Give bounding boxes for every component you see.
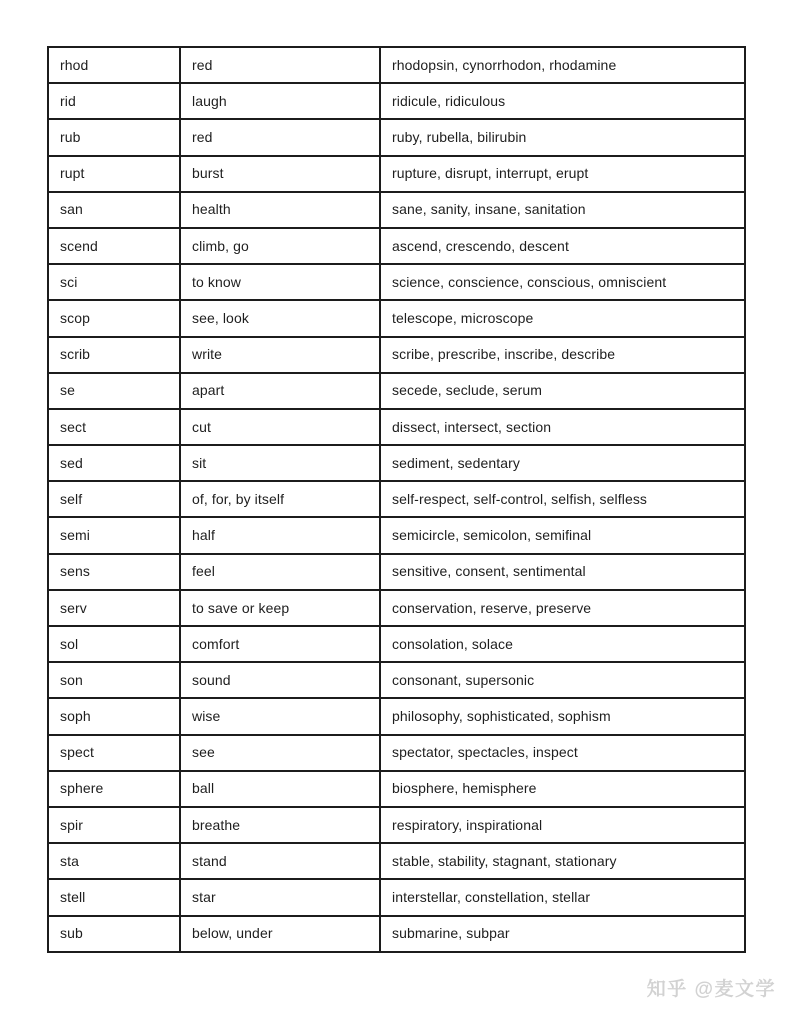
root-cell: sed <box>48 445 180 481</box>
table-row <box>48 83 745 119</box>
examples-cell: rhodopsin, cynorrhodon, rhodamine <box>380 47 745 83</box>
root-cell: rhod <box>48 47 180 83</box>
meaning-cell: health <box>180 192 380 228</box>
table-row <box>48 481 745 517</box>
root-cell: sci <box>48 264 180 300</box>
meaning-cell: to save or keep <box>180 590 380 626</box>
meaning-cell: of, for, by itself <box>180 481 380 517</box>
table-row <box>48 409 745 445</box>
root-cell: stell <box>48 879 180 915</box>
root-cell: scrib <box>48 337 180 373</box>
table-row <box>48 554 745 590</box>
examples-cell: scribe, prescribe, inscribe, describe <box>380 337 745 373</box>
table-row <box>48 626 745 662</box>
examples-cell: telescope, microscope <box>380 300 745 336</box>
root-cell: self <box>48 481 180 517</box>
meaning-cell: wise <box>180 698 380 734</box>
meaning-cell: cut <box>180 409 380 445</box>
examples-cell: conservation, reserve, preserve <box>380 590 745 626</box>
meaning-cell: half <box>180 517 380 553</box>
meaning-cell: to know <box>180 264 380 300</box>
meaning-cell: see <box>180 735 380 771</box>
table-row <box>48 156 745 192</box>
examples-cell: sensitive, consent, sentimental <box>380 554 745 590</box>
meaning-cell: laugh <box>180 83 380 119</box>
table-row <box>48 735 745 771</box>
table-row <box>48 879 745 915</box>
examples-cell: submarine, subpar <box>380 916 745 953</box>
root-cell: scend <box>48 228 180 264</box>
table-row <box>48 264 745 300</box>
examples-cell: rupture, disrupt, interrupt, erupt <box>380 156 745 192</box>
root-cell: san <box>48 192 180 228</box>
root-cell: sub <box>48 916 180 953</box>
root-cell: rub <box>48 119 180 155</box>
meaning-cell: sound <box>180 662 380 698</box>
root-cell: spir <box>48 807 180 843</box>
meaning-cell: red <box>180 47 380 83</box>
examples-cell: ascend, crescendo, descent <box>380 228 745 264</box>
table-row <box>48 590 745 626</box>
meaning-cell: apart <box>180 373 380 409</box>
table-row <box>48 445 745 481</box>
root-cell: serv <box>48 590 180 626</box>
table-row <box>48 771 745 807</box>
meaning-cell: ball <box>180 771 380 807</box>
meaning-cell: stand <box>180 843 380 879</box>
meaning-cell: write <box>180 337 380 373</box>
table-row <box>48 373 745 409</box>
table-row <box>48 662 745 698</box>
examples-cell: consolation, solace <box>380 626 745 662</box>
examples-cell: science, conscience, conscious, omniscient <box>380 264 745 300</box>
table-row <box>48 843 745 879</box>
table-row <box>48 192 745 228</box>
examples-cell: sediment, sedentary <box>380 445 745 481</box>
examples-cell: ridicule, ridiculous <box>380 83 745 119</box>
table-row <box>48 807 745 843</box>
table-row <box>48 698 745 734</box>
meaning-cell: burst <box>180 156 380 192</box>
zhihu-watermark: 知乎 @麦文学 <box>646 979 776 1000</box>
meaning-cell: star <box>180 879 380 915</box>
root-cell: se <box>48 373 180 409</box>
table-row <box>48 517 745 553</box>
examples-cell: biosphere, hemisphere <box>380 771 745 807</box>
examples-cell: interstellar, constellation, stellar <box>380 879 745 915</box>
root-cell: sphere <box>48 771 180 807</box>
table-row <box>48 119 745 155</box>
examples-cell: semicircle, semicolon, semifinal <box>380 517 745 553</box>
examples-cell: sane, sanity, insane, sanitation <box>380 192 745 228</box>
meaning-cell: comfort <box>180 626 380 662</box>
table-row <box>48 300 745 336</box>
meaning-cell: feel <box>180 554 380 590</box>
meaning-cell: see, look <box>180 300 380 336</box>
examples-cell: philosophy, sophisticated, sophism <box>380 698 745 734</box>
table-row <box>48 47 745 83</box>
root-cell: sens <box>48 554 180 590</box>
root-cell: sta <box>48 843 180 879</box>
root-cell: rupt <box>48 156 180 192</box>
meaning-cell: climb, go <box>180 228 380 264</box>
examples-cell: spectator, spectacles, inspect <box>380 735 745 771</box>
root-cell: semi <box>48 517 180 553</box>
meaning-cell: breathe <box>180 807 380 843</box>
root-cell: scop <box>48 300 180 336</box>
meaning-cell: red <box>180 119 380 155</box>
examples-cell: consonant, supersonic <box>380 662 745 698</box>
table-row <box>48 228 745 264</box>
root-cell: sol <box>48 626 180 662</box>
table-row <box>48 916 745 953</box>
root-cell: rid <box>48 83 180 119</box>
root-cell: son <box>48 662 180 698</box>
root-cell: spect <box>48 735 180 771</box>
meaning-cell: below, under <box>180 916 380 953</box>
examples-cell: secede, seclude, serum <box>380 373 745 409</box>
examples-cell: respiratory, inspirational <box>380 807 745 843</box>
examples-cell: ruby, rubella, bilirubin <box>380 119 745 155</box>
root-cell: soph <box>48 698 180 734</box>
examples-cell: stable, stability, stagnant, stationary <box>380 843 745 879</box>
table-row <box>48 337 745 373</box>
root-cell: sect <box>48 409 180 445</box>
word-roots-table <box>47 46 746 953</box>
word-roots-table-body <box>48 47 745 952</box>
meaning-cell: sit <box>180 445 380 481</box>
examples-cell: self-respect, self-control, selfish, selfless <box>380 481 745 517</box>
examples-cell: dissect, intersect, section <box>380 409 745 445</box>
